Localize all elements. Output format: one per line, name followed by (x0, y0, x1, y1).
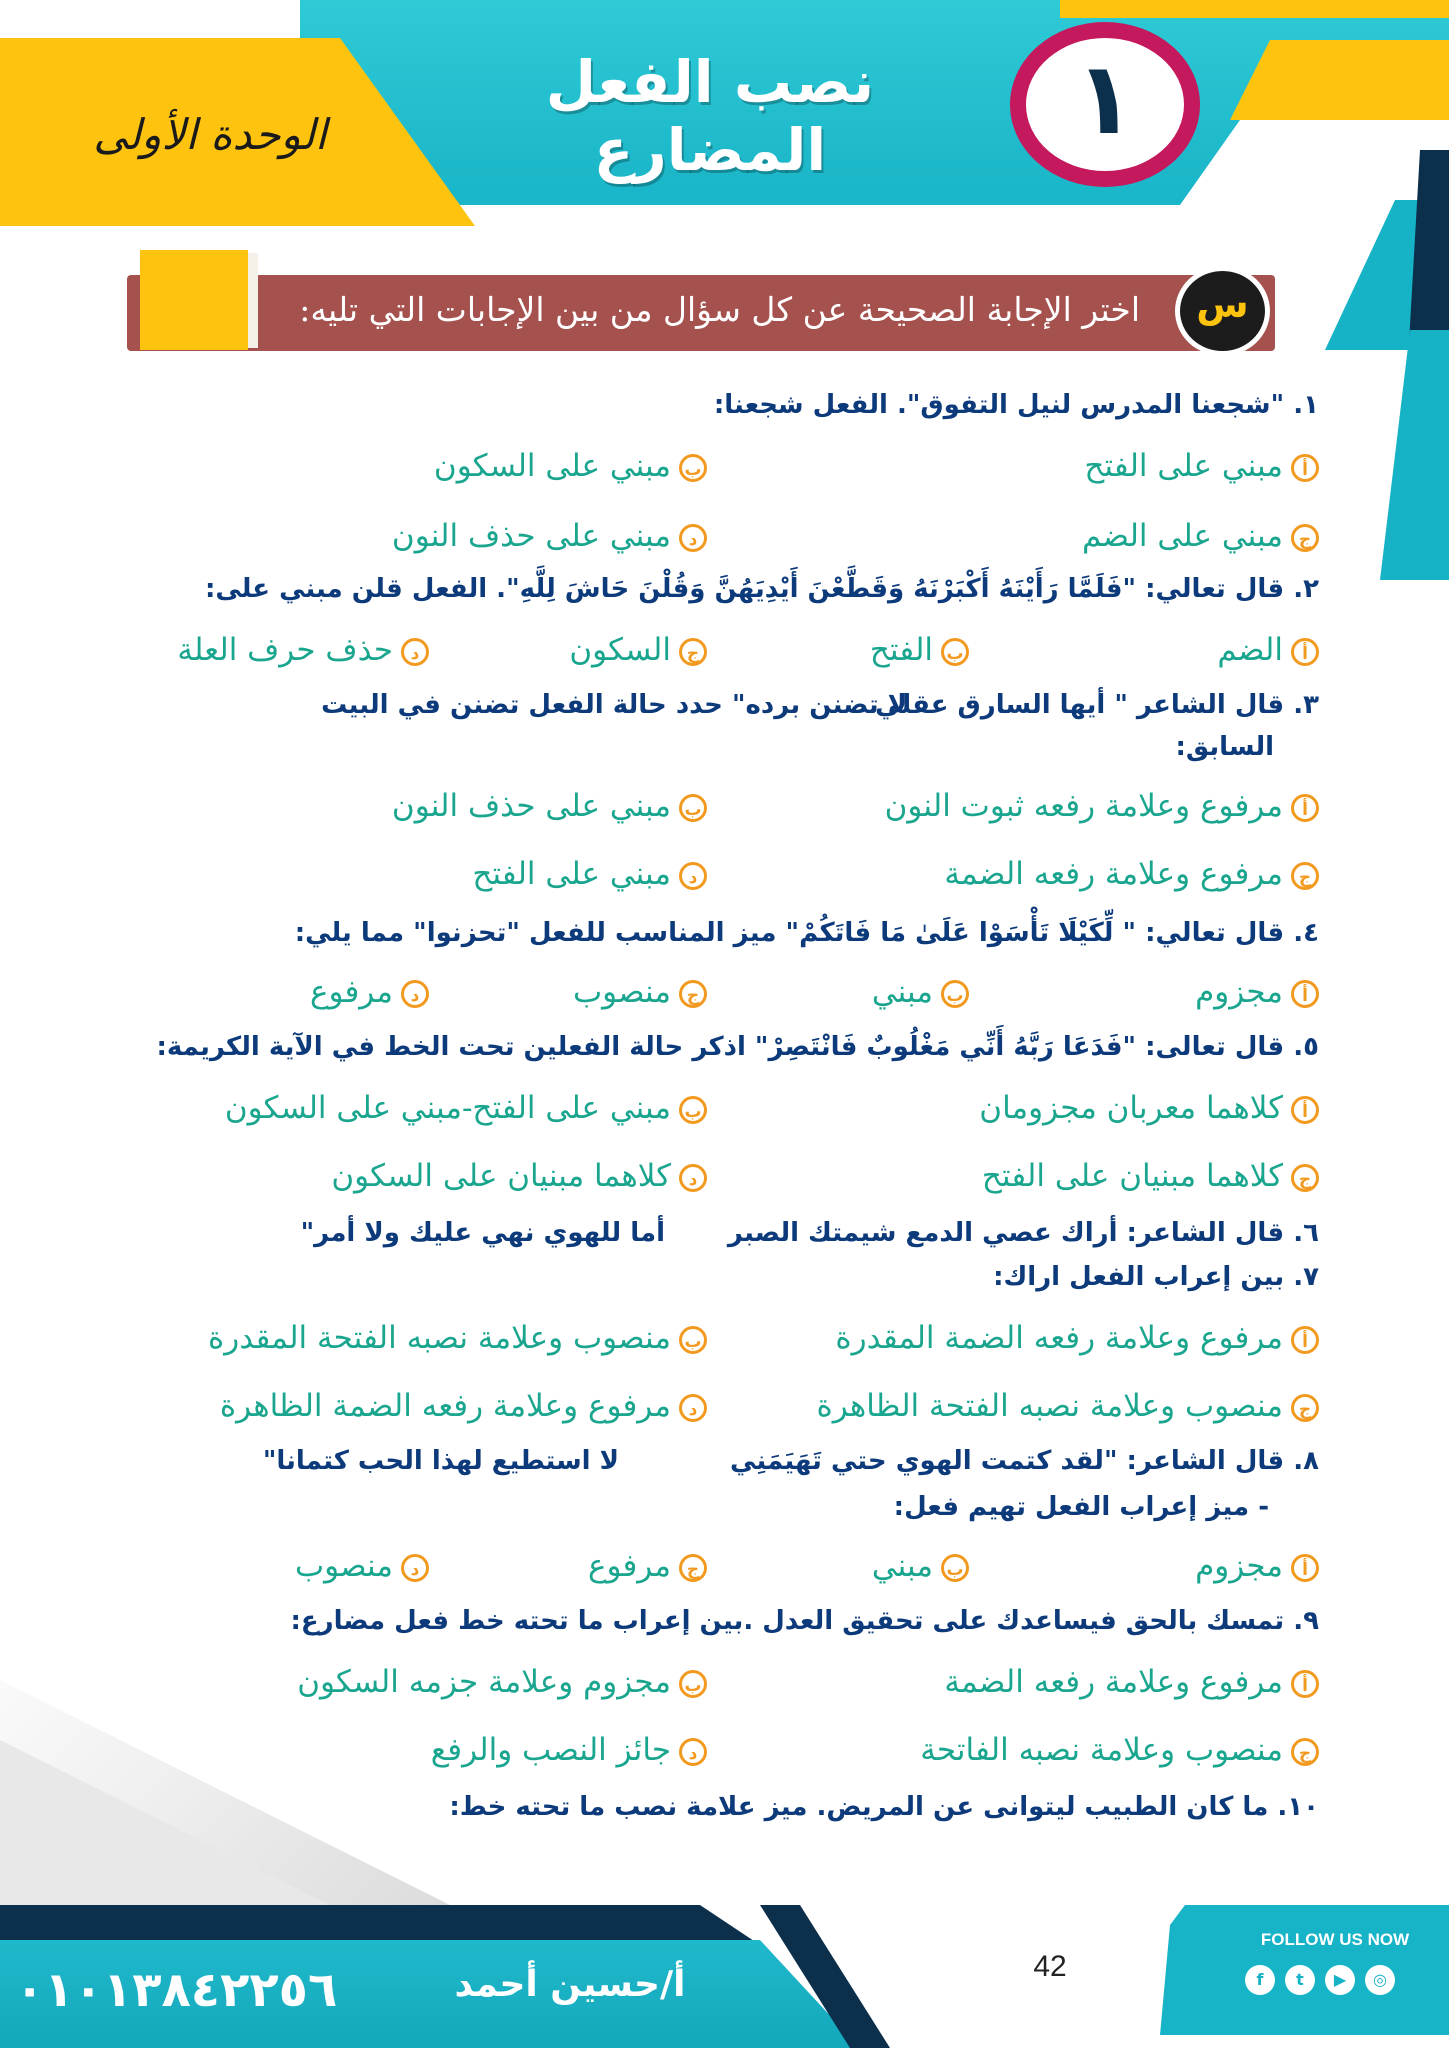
side-stripe (1380, 330, 1449, 580)
option-label: حذف حرف العلة (177, 632, 393, 668)
option-8a[interactable] (1195, 1548, 1319, 1584)
option-label: منصوب (572, 974, 671, 1010)
option-label: مرفوع وعلامة رفعه الضمة الظاهرة (219, 1388, 671, 1424)
option-7d[interactable] (220, 1388, 707, 1424)
question-text: قال تعالي: " لِّكَيْلَا تَأْسَوْا عَلَىٰ مَا فَاتَكُمْ" ميز المناسب للفعل "تحزنوا" مما يلي: (294, 918, 1285, 948)
option-marker: ب (679, 794, 707, 822)
instruction-text: اختر الإجابة الصحيحة عن كل سؤال من بين الإجابات التي تليه: (299, 290, 1140, 329)
lesson-number: ١ (1074, 40, 1136, 157)
question-number: ١. (1293, 390, 1319, 420)
option-label: الضم (1217, 632, 1283, 668)
option-9a[interactable] (944, 1664, 1319, 1700)
option-8b[interactable] (872, 1548, 969, 1584)
option-marker: أ (1291, 1670, 1319, 1698)
option-label: مبني على الفتح (1084, 448, 1283, 484)
option-marker: أ (1291, 638, 1319, 666)
option-marker: أ (1291, 454, 1319, 482)
option-1d[interactable] (392, 518, 707, 554)
option-5b[interactable] (225, 1090, 707, 1126)
twitter-icon[interactable]: t (1285, 1965, 1315, 1995)
option-marker: د (679, 1394, 707, 1422)
page-title: نصب الفعل المضارع (545, 48, 875, 184)
option-label: مرفوع وعلامة رفعه الضمة (944, 1664, 1283, 1700)
option-label: الفتح (869, 632, 933, 668)
option-9c[interactable] (920, 1732, 1319, 1768)
instagram-icon[interactable]: ◎ (1365, 1965, 1395, 1995)
option-label: مبني (871, 974, 933, 1010)
option-marker: ج (679, 980, 707, 1008)
option-marker: أ (1291, 794, 1319, 822)
question-3-verse: لا تضنن برده" حدد حالة الفعل تضنن في البيت (321, 690, 907, 720)
option-marker: ج (1291, 1738, 1319, 1766)
option-marker: ب (679, 454, 707, 482)
question-number: ٨. (1293, 1446, 1319, 1476)
option-label: السكون (569, 632, 671, 668)
option-marker: ب (679, 1326, 707, 1354)
question-6-verse: أما للهوي نهي عليك ولا أمر" (300, 1218, 665, 1248)
option-marker: ج (679, 1554, 707, 1582)
option-1a[interactable] (1084, 448, 1319, 484)
question-8-sub: - ميز إعراب الفعل تهيم فعل: (893, 1492, 1269, 1522)
option-1b[interactable] (434, 448, 707, 484)
option-8c[interactable] (588, 1548, 707, 1584)
question-number: ٥. (1293, 1032, 1319, 1062)
option-3d[interactable] (472, 856, 707, 892)
option-4a[interactable] (1195, 974, 1319, 1010)
option-marker: أ (1291, 1326, 1319, 1354)
instruction-bar-accent (248, 253, 258, 348)
option-label: مبني على السكون (433, 448, 671, 484)
option-4d[interactable] (310, 974, 429, 1010)
option-label: كلاهما مبنيان على السكون (331, 1158, 671, 1194)
question-text: "شجعنا المدرس لنيل التفوق". الفعل شجعنا: (713, 390, 1285, 420)
question-text: قال تعالى: "فَدَعَا رَبَّهُ أَنِّي مَغْلُوبٌ فَانْتَصِرْ" اذكر حالة الفعلين تحت الخط في الآية الكريمة: (156, 1032, 1285, 1062)
question-badge-label: س (1196, 282, 1249, 326)
question-text: قال تعالي: "فَلَمَّا رَأَيْنَهُ أَكْبَرْنَهُ وَقَطَّعْنَ أَيْدِيَهُنَّ وَقُلْنَ حَاشَ لِلَّهِ". الفعل قلن مبني على: (204, 574, 1285, 604)
option-5d[interactable] (331, 1158, 707, 1194)
option-marker: ب (941, 638, 969, 666)
question-6 (728, 1218, 1319, 1248)
question-text: قال الشاعر " أيها السارق عقلي (875, 690, 1285, 720)
option-9b[interactable] (297, 1664, 707, 1700)
option-label: مرفوع وعلامة رفعه الضمة المقدرة (835, 1320, 1283, 1356)
option-marker: ب (679, 1670, 707, 1698)
option-label: مرفوع وعلامة رفعه الضمة (944, 856, 1283, 892)
option-label: مرفوع (587, 1548, 671, 1584)
option-marker: أ (1291, 1554, 1319, 1582)
option-3a[interactable] (885, 788, 1319, 824)
question-text: بين إعراب الفعل اراك: (993, 1262, 1285, 1292)
option-8d[interactable] (295, 1548, 429, 1584)
option-marker: ج (1291, 1164, 1319, 1192)
option-label: كلاهما معربان مجزومان (979, 1090, 1283, 1126)
option-2c[interactable] (569, 632, 707, 668)
option-marker: د (679, 862, 707, 890)
question-text: تمسك بالحق فيساعدك على تحقيق العدل .بين إعراب ما تحته خط فعل مضارع: (290, 1606, 1285, 1636)
option-label: مرفوع وعلامة رفعه ثبوت النون (884, 788, 1283, 824)
option-marker: ج (1291, 862, 1319, 890)
unit-label: الوحدة الأولى (93, 110, 327, 159)
question-8 (730, 1446, 1319, 1476)
option-marker: ج (679, 638, 707, 666)
option-label: مبني على حذف النون (391, 788, 671, 824)
option-label: مبني على الفتح (472, 856, 671, 892)
question-3 (875, 690, 1319, 720)
option-marker: د (401, 980, 429, 1008)
option-9d[interactable] (431, 1732, 707, 1768)
option-label: مبني على حذف النون (391, 518, 671, 554)
option-marker: د (679, 1164, 707, 1192)
question-4 (295, 918, 1319, 948)
option-2b[interactable] (870, 632, 969, 668)
instruction-bar-accent (140, 250, 248, 350)
option-marker: ج (1291, 524, 1319, 552)
youtube-icon[interactable]: ▶ (1325, 1965, 1355, 1995)
option-marker: د (679, 524, 707, 552)
option-label: مجزوم وعلامة جزمه السكون (297, 1664, 671, 1700)
question-number: ٩. (1293, 1606, 1319, 1636)
question-text: ما كان الطبيب ليتوانى عن المريض. ميز علامة نصب ما تحته خط: (449, 1792, 1269, 1822)
option-7b[interactable] (208, 1320, 707, 1356)
option-3b[interactable] (392, 788, 707, 824)
header-accent-top (1060, 0, 1449, 18)
option-label: كلاهما مبنيان على الفتح (981, 1158, 1283, 1194)
question-9 (291, 1606, 1319, 1636)
question-8-verse: لا استطيع لهذا الحب كتمانا" (262, 1446, 619, 1476)
question-number: ١٠. (1277, 1792, 1319, 1822)
option-3c[interactable] (944, 856, 1319, 892)
question-text: قال الشاعر: أراك عصي الدمع شيمتك الصبر (727, 1218, 1285, 1248)
option-label: مبني (871, 1548, 933, 1584)
question-number: ٦. (1293, 1218, 1319, 1248)
option-label: مرفوع (309, 974, 393, 1010)
option-4b[interactable] (872, 974, 969, 1010)
option-5a[interactable] (979, 1090, 1319, 1126)
option-7c[interactable] (817, 1388, 1319, 1424)
option-label: منصوب وعلامة نصبه الفتحة الظاهرة (816, 1388, 1283, 1424)
option-label: منصوب (294, 1548, 393, 1584)
page-number: 42 (1033, 1950, 1067, 1983)
option-label: جائز النصب والرفع (430, 1732, 671, 1768)
question-number: ٢. (1293, 574, 1319, 604)
question-3-cont: السابق: (1175, 732, 1274, 762)
question-5 (157, 1032, 1319, 1062)
question-sub-text: ميز إعراب الفعل تهيم فعل: (893, 1492, 1250, 1522)
option-marker: د (401, 638, 429, 666)
question-1 (714, 390, 1319, 420)
follow-label: FOLLOW US NOW (1260, 1930, 1410, 1949)
option-label: مجزوم (1195, 1548, 1283, 1584)
question-7 (993, 1262, 1319, 1292)
option-2a[interactable] (1217, 632, 1319, 668)
social-icons (1245, 1965, 1395, 1995)
phone-number: ٠١٠١٣٨٤٢٢٥٦ (15, 1962, 338, 2018)
question-number: ٤. (1293, 918, 1319, 948)
option-2d[interactable] (177, 632, 429, 668)
option-marker: د (401, 1554, 429, 1582)
question-10 (449, 1792, 1319, 1822)
option-marker: ب (941, 1554, 969, 1582)
option-1c[interactable] (1082, 518, 1319, 554)
option-4c[interactable] (573, 974, 707, 1010)
option-label: مجزوم (1195, 974, 1283, 1010)
author-name: أ/حسين أحمد (454, 1964, 686, 2005)
option-marker: أ (1291, 980, 1319, 1008)
option-marker: د (679, 1738, 707, 1766)
option-label: منصوب وعلامة نصبه الفاتحة (920, 1732, 1283, 1768)
option-label: مبني على الفتح-مبني على السكون (224, 1090, 671, 1126)
question-number: ٧. (1293, 1262, 1319, 1292)
option-7a[interactable] (835, 1320, 1319, 1356)
option-label: منصوب وعلامة نصبه الفتحة المقدرة (207, 1320, 671, 1356)
question-number: ٣. (1293, 690, 1319, 720)
option-marker: ب (941, 980, 969, 1008)
option-marker: أ (1291, 1096, 1319, 1124)
facebook-icon[interactable]: f (1245, 1965, 1275, 1995)
option-marker: ج (1291, 1394, 1319, 1422)
question-2 (205, 574, 1319, 604)
question-text: قال الشاعر: "لقد كتمت الهوي حتي تَهَيَمَنِي (730, 1446, 1285, 1476)
option-label: مبني على الضم (1081, 518, 1283, 554)
option-marker: ب (679, 1096, 707, 1124)
option-5c[interactable] (982, 1158, 1319, 1194)
